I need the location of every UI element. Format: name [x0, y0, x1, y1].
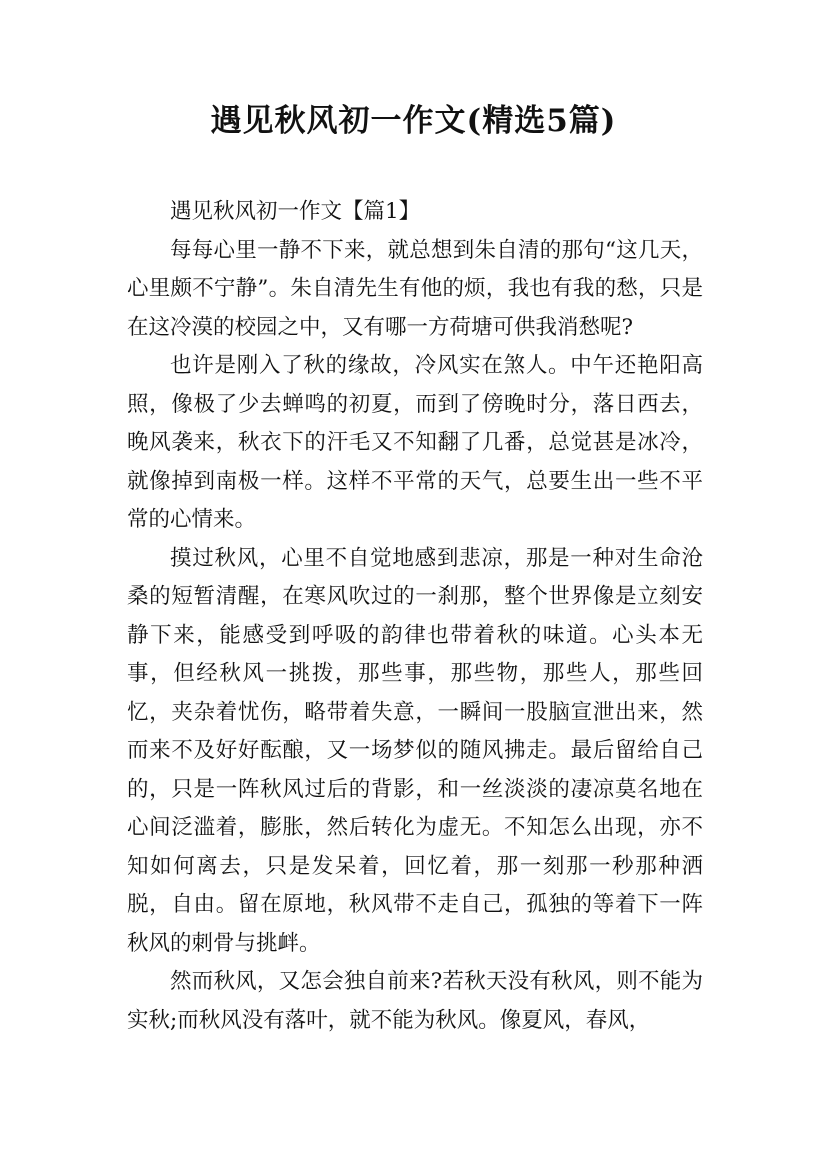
document-body [127, 193, 703, 1040]
paragraph: 摸过秋风，心里不自觉地感到悲凉，那是一种对生命沧桑的短暂清醒，在寒风吹过的一刹那，整个世界像是立刻安静下来，能感受到呼吸的韵律也带着秋的味道。心头本无事，但经秋风一挑拨，那些事，那些物，那些人，那些回忆，夹杂着忧伤，略带着失意，一瞬间一股脑宣泄出来，然而来不及好好酝酿，又一场梦似的随风拂走。最后留给自己的，只是一阵秋风过后的背影，和一丝淡淡的凄凉莫名地在心间泛滥着，膨胀，然后转化为虚无。不知怎么出现，亦不知如何离去，只是发呆着，回忆着，那一刻那一秒那种洒脱，自由。留在原地，秋风带不走自己，孤独的等着下一阵秋风的刺骨与挑衅。 [127, 545, 703, 956]
paragraph: 然而秋风，又怎会独自前来?若秋天没有秋风，则不能为实秋;而秋风没有落叶，就不能为秋风。像夏风，春风， [127, 969, 703, 1033]
paragraph: 每每心里一静不下来，就总想到朱自清的那句“这几天，心里颇不宁静”。朱自清先生有他的烦，我也有我的愁，只是在这冷漠的校园之中，又有哪一方荷塘可供我消愁呢? [127, 237, 703, 340]
paragraph: 也许是刚入了秋的缘故，冷风实在煞人。中午还艳阳高照，像极了少去蝉鸣的初夏，而到了傍晚时分，落日西去，晚风袭来，秋衣下的汗毛又不知翻了几番，总觉甚是冰冷，就像掉到南极一样。这样不平常的天气，总要生出一些不平常的心情来。 [127, 353, 703, 532]
section-heading: 遇见秋风初一作文【篇1】 [170, 199, 421, 224]
document-title: 遇见秋风初一作文(精选5篇) [210, 103, 617, 139]
